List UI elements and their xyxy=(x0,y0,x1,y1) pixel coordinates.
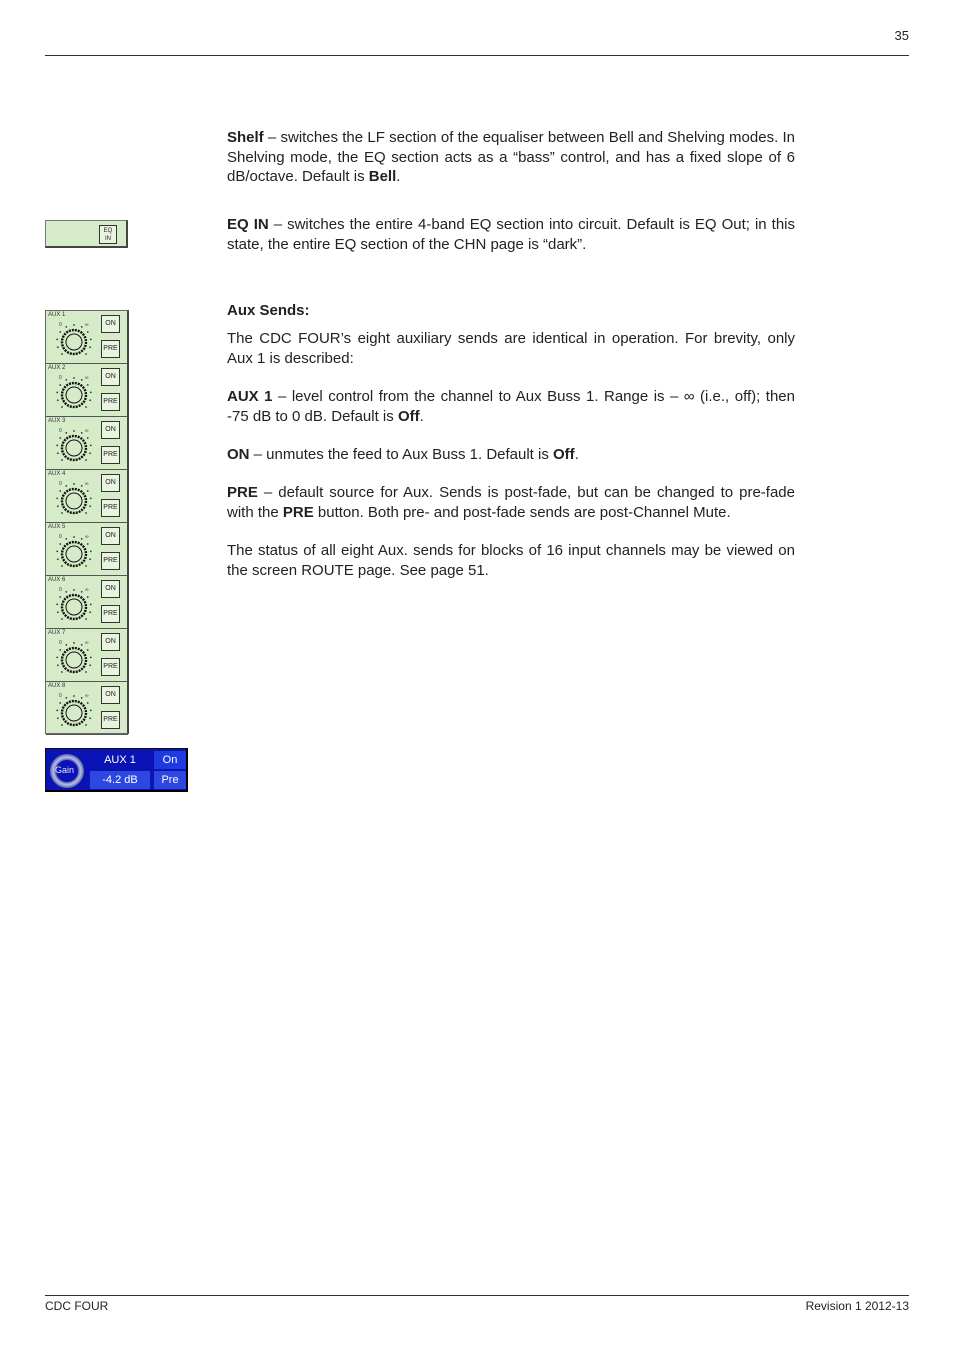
knob-tick-mark xyxy=(59,543,61,545)
knob-tick-mark xyxy=(89,452,91,454)
aux-on-button[interactable]: ON xyxy=(101,686,120,704)
knob-tick-mark xyxy=(57,717,59,719)
knob-tick-mark xyxy=(81,644,83,646)
aux-pre-button[interactable]: PRE xyxy=(101,499,120,517)
knob-tick-mark xyxy=(65,591,67,593)
knob-tick-mark xyxy=(59,596,61,598)
knob-tick-mark xyxy=(89,505,91,507)
pre-paragraph xyxy=(227,483,795,522)
aux-channel-label: AUX 4 xyxy=(48,471,66,477)
knob-tick-mark xyxy=(87,543,89,545)
shelf-term: Shelf xyxy=(227,129,264,146)
knob-min-label: 0 xyxy=(59,640,62,646)
aux-on-button[interactable]: ON xyxy=(101,633,120,651)
knob-min-label: 0 xyxy=(59,587,62,593)
knob-tick-mark xyxy=(81,379,83,381)
knob-tick-mark xyxy=(90,391,92,393)
aux1-end: . xyxy=(419,407,424,425)
aux-level-knob-icon[interactable] xyxy=(54,532,94,572)
aux-pre-button[interactable]: PRE xyxy=(101,446,120,464)
aux-channel-cell xyxy=(46,311,128,364)
knob-tick-mark xyxy=(90,444,92,446)
knob-tick-mark xyxy=(65,326,67,328)
knob-cap xyxy=(66,546,82,562)
knob-cap xyxy=(66,493,82,509)
eq-in-paragraph xyxy=(227,215,795,254)
gain-label: Gain xyxy=(55,765,75,775)
knob-tick-mark xyxy=(85,671,87,673)
footer-right: Revision 1 2012-13 xyxy=(805,1299,909,1313)
aux-sends-intro: The CDC FOUR’s eight auxiliary sends are identical in operation. For brevity, only Aux 1 is described: xyxy=(227,330,795,367)
aux-on-button[interactable]: ON xyxy=(101,580,120,598)
knob-tick-mark xyxy=(57,505,59,507)
header-rule xyxy=(45,55,909,56)
knob-tick-mark xyxy=(56,550,58,552)
knob-tick-mark xyxy=(59,702,61,704)
eq-in-button[interactable] xyxy=(99,225,117,244)
aux1-paragraph xyxy=(227,387,795,426)
knob-max-label: ∞ xyxy=(85,640,89,646)
knob-tick-mark xyxy=(56,497,58,499)
aux-on-button[interactable]: ON xyxy=(101,315,120,333)
knob-tick-mark xyxy=(89,346,91,348)
knob-tick-mark xyxy=(85,406,87,408)
on-default: Off xyxy=(553,446,575,463)
knob-cap xyxy=(66,705,82,721)
knob-min-label: 0 xyxy=(59,693,62,699)
knob-tick-mark xyxy=(61,353,63,355)
knob-tick-mark xyxy=(59,490,61,492)
knob-tick-mark xyxy=(89,558,91,560)
shelf-default: Bell xyxy=(368,168,397,185)
eq-in-button-line2: IN xyxy=(105,236,111,242)
knob-tick-mark xyxy=(73,642,75,644)
screen-pre-button[interactable]: Pre xyxy=(154,771,186,789)
aux-pre-button[interactable]: PRE xyxy=(101,605,120,623)
aux1-text: – level control from the channel to Aux Buss 1. Range is – ∞ (i.e., off); then -75 dB to 0 dB. Default is xyxy=(227,388,795,425)
aux-channel-label: AUX 2 xyxy=(48,365,66,371)
status-paragraph: The status of all eight Aux. sends for blocks of 16 input channels may be viewed on the screen ROUTE page. See page 51. xyxy=(227,542,795,579)
knob-tick-mark xyxy=(89,664,91,666)
knob-tick-mark xyxy=(73,483,75,485)
knob-tick-mark xyxy=(56,444,58,446)
aux-on-button[interactable]: ON xyxy=(101,527,120,545)
aux-channel-label: AUX 8 xyxy=(48,683,66,689)
knob-tick-mark xyxy=(81,432,83,434)
knob-tick-mark xyxy=(89,611,91,613)
on-text: – unmutes the feed to Aux Buss 1. Default is xyxy=(249,446,554,463)
knob-max-label: ∞ xyxy=(85,322,89,328)
aux-level-knob-icon[interactable] xyxy=(54,691,94,731)
knob-max-label: ∞ xyxy=(85,534,89,540)
knob-cap xyxy=(66,440,82,456)
eq-in-button-line1: EQ xyxy=(103,228,113,234)
knob-tick-mark xyxy=(59,649,61,651)
eq-in-panel xyxy=(45,220,128,248)
knob-tick-mark xyxy=(87,649,89,651)
knob-tick-mark xyxy=(87,596,89,598)
aux-pre-button[interactable]: PRE xyxy=(101,393,120,411)
knob-tick-mark xyxy=(73,589,75,591)
aux-strip xyxy=(45,310,129,734)
pre-text1: – default source for Aux. Sends is post-fade, but can be changed to pre-fade with the xyxy=(227,484,795,521)
aux-pre-button[interactable]: PRE xyxy=(101,711,120,729)
knob-tick-mark xyxy=(59,437,61,439)
knob-tick-mark xyxy=(73,377,75,379)
knob-max-label: ∞ xyxy=(85,428,89,434)
aux-channel-cell xyxy=(46,470,128,523)
knob-tick-mark xyxy=(59,331,61,333)
knob-tick-mark xyxy=(61,512,63,514)
knob-tick-mark xyxy=(87,702,89,704)
aux-channel-cell xyxy=(46,364,128,417)
knob-tick-mark xyxy=(73,324,75,326)
knob-tick-mark xyxy=(90,709,92,711)
knob-tick-mark xyxy=(56,391,58,393)
aux-level-knob-icon[interactable] xyxy=(54,373,94,413)
knob-cap xyxy=(66,334,82,350)
knob-tick-mark xyxy=(81,485,83,487)
knob-tick-mark xyxy=(61,459,63,461)
on-term: ON xyxy=(227,446,250,463)
aux-channel-cell xyxy=(46,523,128,576)
knob-tick-mark xyxy=(61,618,63,620)
knob-max-label: ∞ xyxy=(85,693,89,699)
knob-tick-mark xyxy=(87,331,89,333)
knob-tick-mark xyxy=(89,717,91,719)
knob-tick-mark xyxy=(81,697,83,699)
shelf-text: – switches the LF section of the equaliser between Bell and Shelving modes. In Shelving mode, the EQ section acts as a “bass” control, and has a fixed slope of 6 dB/octave. Default is xyxy=(227,129,795,185)
eq-in-text: – switches the entire 4-band EQ section into circuit. Default is EQ Out; in this state, the entire EQ section of the CHN page is “dark”. xyxy=(227,216,795,253)
screen-on-button[interactable]: On xyxy=(154,751,186,769)
knob-min-label: 0 xyxy=(59,375,62,381)
aux-level-knob-icon[interactable] xyxy=(54,638,94,678)
aux-channel-label: AUX 3 xyxy=(48,418,66,424)
knob-tick-mark xyxy=(56,656,58,658)
knob-tick-mark xyxy=(87,384,89,386)
aux-pre-button[interactable]: PRE xyxy=(101,658,120,676)
knob-tick-mark xyxy=(90,550,92,552)
knob-tick-mark xyxy=(65,538,67,540)
knob-tick-mark xyxy=(57,664,59,666)
aux-pre-button[interactable]: PRE xyxy=(101,552,120,570)
knob-max-label: ∞ xyxy=(85,375,89,381)
knob-tick-mark xyxy=(81,538,83,540)
knob-tick-mark xyxy=(57,611,59,613)
aux-channel-label: AUX 1 xyxy=(48,312,66,318)
aux-sends-heading: Aux Sends: xyxy=(227,302,310,319)
knob-tick-mark xyxy=(65,432,67,434)
pre-term2: PRE xyxy=(282,503,314,521)
knob-tick-mark xyxy=(57,452,59,454)
knob-tick-mark xyxy=(90,338,92,340)
knob-tick-mark xyxy=(65,697,67,699)
aux1-default: Off xyxy=(397,407,420,425)
knob-tick-mark xyxy=(56,338,58,340)
knob-min-label: 0 xyxy=(59,428,62,434)
knob-tick-mark xyxy=(85,565,87,567)
aux-level-knob-icon[interactable] xyxy=(54,426,94,466)
knob-max-label: ∞ xyxy=(85,587,89,593)
pre-text2: button. Both pre- and post-fade sends are post-Channel Mute. xyxy=(313,503,731,521)
knob-tick-mark xyxy=(61,724,63,726)
knob-tick-mark xyxy=(87,490,89,492)
aux-channel-cell xyxy=(46,417,128,470)
aux-level-knob-icon[interactable] xyxy=(54,479,94,519)
shelf-paragraph xyxy=(227,128,795,187)
knob-tick-mark xyxy=(85,353,87,355)
aux-pre-button[interactable]: PRE xyxy=(101,340,120,358)
aux-level-knob-icon[interactable] xyxy=(54,585,94,625)
shelf-end: . xyxy=(396,168,401,185)
aux-screen-widget xyxy=(45,748,188,792)
aux-channel-label: AUX 7 xyxy=(48,630,66,636)
aux-channel-cell xyxy=(46,629,128,682)
knob-tick-mark xyxy=(90,603,92,605)
knob-tick-mark xyxy=(65,379,67,381)
knob-min-label: 0 xyxy=(59,322,62,328)
screen-aux-value[interactable]: -4.2 dB xyxy=(90,771,150,789)
page-number: 35 xyxy=(894,28,909,43)
eq-in-term: EQ IN xyxy=(227,216,269,233)
aux-channel-cell xyxy=(46,682,128,735)
knob-tick-mark xyxy=(90,497,92,499)
aux-level-knob-icon[interactable] xyxy=(54,320,94,360)
knob-tick-mark xyxy=(65,485,67,487)
on-paragraph xyxy=(227,445,795,465)
knob-tick-mark xyxy=(73,695,75,697)
knob-tick-mark xyxy=(61,565,63,567)
knob-tick-mark xyxy=(89,399,91,401)
knob-cap xyxy=(66,387,82,403)
knob-tick-mark xyxy=(61,406,63,408)
aux-channel-label: AUX 5 xyxy=(48,524,66,530)
aux-channel-label: AUX 6 xyxy=(48,577,66,583)
on-end: . xyxy=(574,446,579,463)
knob-tick-mark xyxy=(81,591,83,593)
knob-cap xyxy=(66,599,82,615)
screen-aux-title: AUX 1 xyxy=(104,754,136,766)
aux-on-button[interactable]: ON xyxy=(101,421,120,439)
knob-min-label: 0 xyxy=(59,481,62,487)
knob-tick-mark xyxy=(73,430,75,432)
knob-tick-mark xyxy=(57,399,59,401)
knob-min-label: 0 xyxy=(59,534,62,540)
knob-tick-mark xyxy=(90,656,92,658)
footer-left: CDC FOUR xyxy=(45,1299,109,1313)
aux-on-button[interactable]: ON xyxy=(101,368,120,386)
knob-tick-mark xyxy=(57,346,59,348)
knob-tick-mark xyxy=(85,512,87,514)
knob-tick-mark xyxy=(56,709,58,711)
knob-tick-mark xyxy=(81,326,83,328)
footer-rule xyxy=(45,1295,909,1296)
knob-cap xyxy=(66,652,82,668)
knob-tick-mark xyxy=(57,558,59,560)
knob-tick-mark xyxy=(85,459,87,461)
knob-max-label: ∞ xyxy=(85,481,89,487)
knob-tick-mark xyxy=(87,437,89,439)
knob-tick-mark xyxy=(56,603,58,605)
knob-tick-mark xyxy=(61,671,63,673)
knob-tick-mark xyxy=(85,618,87,620)
knob-tick-mark xyxy=(85,724,87,726)
aux-channel-cell xyxy=(46,576,128,629)
pre-term: PRE xyxy=(227,484,258,501)
aux-on-button[interactable]: ON xyxy=(101,474,120,492)
aux1-term: AUX 1 xyxy=(227,388,273,405)
knob-tick-mark xyxy=(65,644,67,646)
knob-tick-mark xyxy=(73,536,75,538)
knob-tick-mark xyxy=(59,384,61,386)
